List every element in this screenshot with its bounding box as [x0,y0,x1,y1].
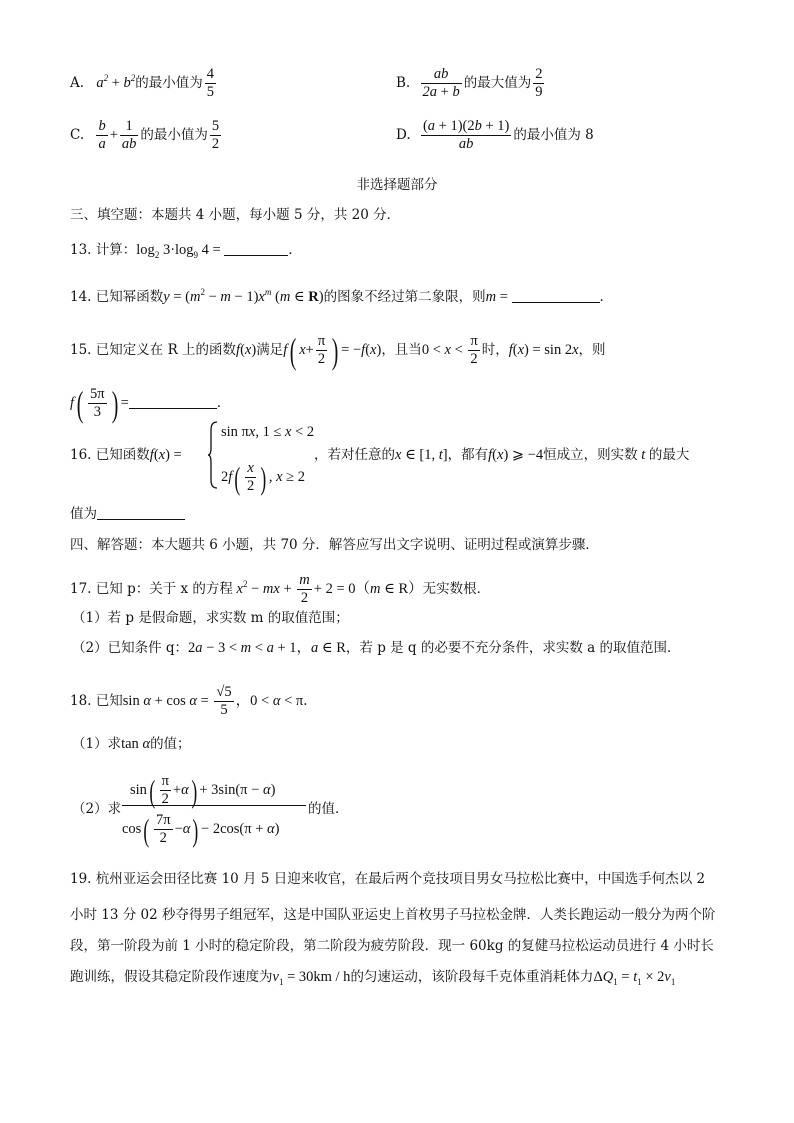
q19-number: 19. [70,871,92,887]
question-15-line2: f( $\frac{5\pi}{3}$ ) = ． [70,383,231,424]
option-c-text: 的最小值为 [140,127,208,143]
question-13 [70,241,302,264]
question-15: 15. 已知定义在 R 上的函数f(x)满足f( x+ $\frac{\pi}{2}$ ) = −f(x)，且当0 < x < $\frac{\pi}{2}$ 时，f(x) = sin 2x，则 [70,330,606,371]
q18-s2-post: 的值． [308,801,349,817]
q16-piecewise: sin πx, 1 ≤ x < 2 2f( $\frac{x}{2}$ ) , x ≥ 2 [207,420,317,490]
q15-mid2: ，且当 [381,342,422,358]
q13-pre: 计算： [95,242,137,258]
option-c-label: C. [70,127,85,143]
q16-number: 16. [70,447,92,463]
q15-f3: f(x) = sin 2x [508,342,579,358]
option-b-den: 9 [535,84,543,100]
q15-mid4: ，则 [578,342,606,358]
question-18: 18. 已知sin α + cos α = $\frac{√5}{5}$ ，0 < α < π． [70,684,318,718]
q18-number: 18. [70,693,92,709]
q15-number: 15. [70,342,92,358]
option-a-den: 5 [206,84,215,100]
option-b-label: B. [396,75,411,91]
q19-line2: 小时 13 分 02 秒夺得男子组冠军，这是中国队亚运史上首枚男子马拉松金牌．人类长跑运动一般分为两个阶 [70,907,716,923]
option-c-expr: $\frac{b}{a}$ [98,118,106,152]
q19-line4-mid: 的匀速运动，该阶段每千克体重消耗体力 [350,969,594,985]
q18-s1-post: 的值； [150,736,191,752]
q14-expr: $y = (m^2 - m - 1)x^m$ (m ∈ R) [163,287,324,305]
q18-subquestion-1: （1）求tan α的值； [72,736,191,752]
q13-expr: $\log_2 3\cdot\log_9$ 4 = [136,242,225,260]
option-a-text: 的最小值为 [135,75,203,91]
option-c: C. $\frac{b}{a}$ + $\frac{1}{ab}$ 的最小值为 $\frac{5}{2}$ [70,118,220,152]
option-b-text: 的最大值为 [463,75,532,91]
question-16-line2 [70,505,185,523]
option-a [70,66,218,101]
q19-line4: 跑训练，假设其稳定阶段作速度为$v_1 = 30km / h$的匀速运动，该阶段每千克体重消耗体力$\Delta Q_1 = t_1 \times 2v_1$ [70,969,676,987]
question-17: 17. 已知 p：关于 x 的方程 $x^2$ − mx + $\frac{m}{2}$ + 2 = 0（m ∈ R）无实数根． [70,572,491,606]
q13-answer-blank[interactable] [224,243,288,256]
q15-post: ． [216,395,231,411]
q14-mid: 的图象不经过第二象限，则 [323,288,486,305]
q16-mid3: 恒成立，则实数 [543,447,638,463]
q18-pre: 已知 [95,693,123,709]
q17-number: 17. [70,581,92,597]
q15-range: 0 < x < [421,342,467,358]
q15-pre: 已知定义在 R 上的函数 [95,342,237,358]
option-d-expr: $\frac{(a + 1)(2b + 1)}{ab}$ [422,118,510,152]
q15-f2: f [283,342,288,358]
question-16-tail: ，若对任意的x ∈ [1, t]，都有f(x) ⩾ −4恒成立，则实数 t 的最大 [314,447,690,463]
q15-mid3: 时， [481,342,509,358]
q16-mid2: ，都有 [447,447,489,463]
question-16: 16. 已知函数f(x) = [70,447,182,463]
q17-subquestion-2: （2）已知条件 q：2a − 3 < m < a + 1，a ∈ R，若 p 是 q 的必要不充分条件，求实数 a 的取值范围． [72,640,681,656]
q16-mid4: 的最大 [648,447,690,463]
section-4-heading: 四、解答题：本大题共 6 小题，共 70 分．解答应写出文字说明、证明过程或演算步骤． [70,537,599,553]
section-3-heading: 三、填空题：本题共 4 小题，每小题 5 分，共 20 分． [70,207,401,223]
q16-pre: 已知函数 [95,447,150,463]
question-14: 14. 已知幂函数$y = (m^2 - m - 1)x^m$ (m ∈ R)的图象不经过第二象限，则m = ． [70,287,614,305]
option-b-num: 2 [535,66,543,82]
q18-subquestion-2 [72,800,121,818]
option-c-den: 2 [211,136,220,152]
option-b [396,66,546,101]
part-title: 非选择题部分 [356,177,438,193]
q13-number: 13. [70,242,92,258]
option-d [396,118,594,153]
option-c-num: 5 [211,118,220,134]
option-d-text: 的最小值为 8 [513,127,594,143]
q14-number: 14. [70,288,92,305]
q17-s2-pre: （2）已知条件 q： [72,640,189,656]
option-a-label: A. [70,75,85,91]
q15-f1: f(x) [236,342,257,358]
option-b-expr: $\frac{ab}{2a + b}$ [422,66,460,100]
q17-equation: $x^2$ − mx + [232,579,296,597]
option-a-expr: $a^2 + b^2$ [96,73,136,91]
option-a-num: 4 [206,66,215,82]
q17-subquestion-1: （1）若 p 是假命题，求实数 m 的取值范围； [72,610,349,626]
q19-line4-pre: 跑训练，假设其稳定阶段作速度为 [70,969,273,985]
q18-s2: （2）求 [72,801,122,817]
q19-line3: 段，第一阶段为前 1 小时的稳定阶段，第二阶段为疲劳阶段．现一 60kg 的复健马拉松运动员进行 4 小时长 [70,938,714,954]
q13-post: ． [288,242,302,258]
q16-answer-blank[interactable] [97,507,185,520]
q17-post: 无实数根． [422,581,491,597]
q18-fraction: sin( $\frac{\pi}{2}$ +α) + 3sin(π − α) cos( $\frac{7\pi}{2}$ −α) − 2cos(π + α) [122,768,308,838]
q15-mid1: 满足 [256,342,284,358]
option-d-label: D. [396,127,411,143]
question-19 [70,870,705,888]
q17-pre: 已知 p：关于 x 的方程 [95,581,233,597]
q16-brace-icon [207,420,219,490]
q16-mid: ，若对任意的 [314,447,395,463]
q17-s2-post: ，若 p 是 q 的必要不充分条件，求实数 a 的取值范围． [345,640,681,656]
q16-line2: 值为 [70,506,97,522]
q18-s1: （1）求 [72,736,122,752]
q15-answer-blank[interactable] [129,396,217,409]
q14-post: ． [599,288,614,305]
q19-line1: 杭州亚运会田径比赛 10 月 5 日迎来收官，在最后两个竞技项目男女马拉松比赛中，中国选手何杰以 2 [95,871,706,887]
q14-pre: 已知幂函数 [95,288,164,305]
q14-answer-blank[interactable] [512,290,600,303]
